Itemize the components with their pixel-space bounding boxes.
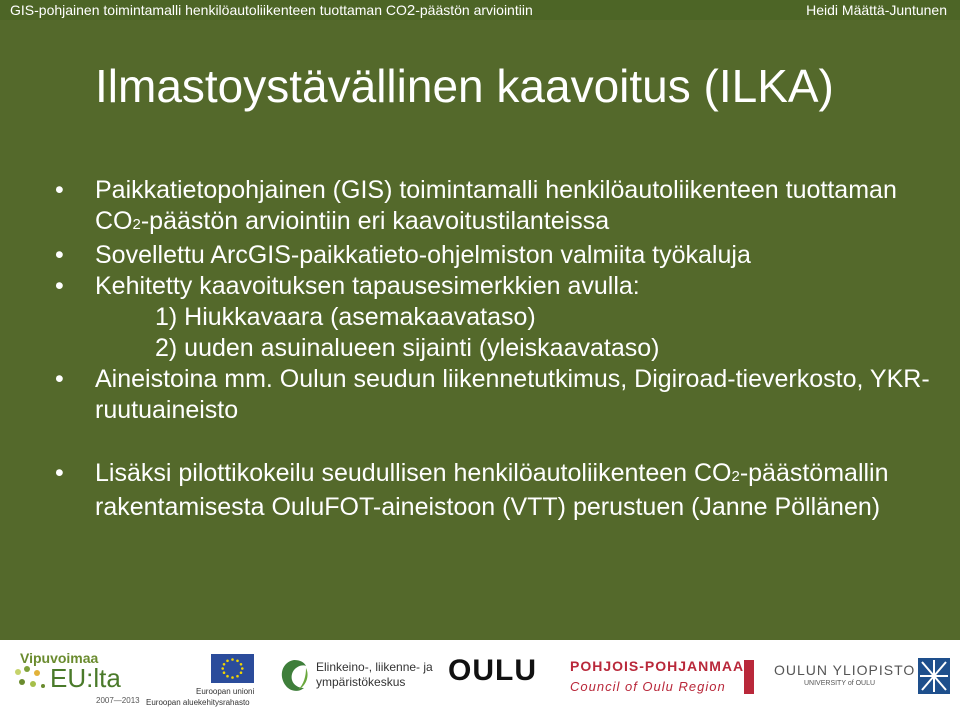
header-author: Heidi Määttä-Juntunen	[806, 2, 947, 18]
ely-swirl-icon	[276, 658, 312, 696]
ely-line1: Elinkeino-, liikenne- ja	[316, 660, 433, 674]
eu-line2: Euroopan aluekehitysrahasto	[146, 698, 250, 707]
vipuvoimaa-text: Vipuvoimaa	[20, 650, 99, 666]
vipuvoimaa-logo	[10, 650, 140, 708]
header-title-text-1: GIS-pohjainen toimintamalli henkilöautoliikenteen tuottaman CO	[10, 2, 407, 18]
header-bar	[0, 0, 960, 20]
bullet-list	[55, 175, 935, 523]
university-emblem-icon	[916, 656, 952, 696]
bullet-subscript: 2	[132, 216, 141, 233]
pohjois-pohjanmaa-logo	[570, 658, 745, 704]
ely-logo	[276, 654, 436, 704]
uni-line1: OULUN YLIOPISTO	[774, 662, 916, 678]
bullet-icon: •	[55, 241, 64, 269]
logo-footer	[0, 640, 960, 709]
bullet-text-1a: Paikkatietopohjainen (GIS) toimintamalli henkilöautoliikenteen tuottaman CO	[95, 176, 897, 235]
eulta-text: EU:lta	[50, 663, 121, 693]
bullet-subscript: 2	[731, 468, 740, 485]
bullet-item	[55, 175, 935, 240]
slide-content	[0, 20, 960, 640]
bullet-item	[55, 271, 935, 302]
header-title-subscript: 2	[406, 2, 416, 19]
bullet-icon: •	[55, 365, 64, 393]
bullet-text-5b: -päästömallin rakentamisesta OuluFOT-aineistoon (VTT) perustuen (Janne Pöllänen)	[95, 459, 889, 521]
sub-item: 1) Hiukkavaara (asemakaavataso)	[155, 303, 536, 331]
sub-item: 2) uuden asuinalueen sijainti (yleiskaavataso)	[155, 334, 660, 362]
header-project-title	[10, 0, 533, 21]
bullet-text-2: Sovellettu ArcGIS-paikkatieto-ohjelmiston valmiita työkaluja	[95, 241, 751, 269]
bullet-icon: •	[55, 272, 64, 300]
bullet-text-3: Kehitetty kaavoituksen tapausesimerkkien avulla:	[95, 272, 640, 300]
red-bar-icon	[744, 660, 754, 694]
bullet-text-4: Aineistoina mm. Oulun seudun liikennetutkimus, Digiroad-tieverkosto, YKR-ruutuaineisto	[95, 365, 930, 424]
eu-flag-icon	[211, 654, 254, 683]
oulun-yliopisto-logo	[744, 656, 956, 706]
bullet-item	[55, 240, 935, 271]
eu-line1: Euroopan unioni	[196, 687, 255, 696]
header-title-text-2: -päästön arviointiin	[415, 2, 533, 18]
bullet-icon: •	[55, 176, 64, 204]
slide-title: Ilmastoystävällinen kaavoitus (ILKA)	[95, 60, 834, 112]
ely-line2: ympäristökeskus	[316, 675, 406, 689]
bullet-item	[55, 364, 935, 426]
bullet-item	[55, 458, 935, 523]
uni-line2: UNIVERSITY of OULU	[804, 680, 876, 687]
pp-line1: POHJOIS-POHJANMAA	[570, 658, 745, 674]
eu-logo	[146, 650, 258, 708]
spacer	[55, 426, 935, 458]
dots-icon	[10, 664, 50, 694]
bullet-text-1b: -päästön arviointiin eri kaavoitustilanteissa	[140, 207, 610, 235]
oulu-text: OULU	[448, 654, 537, 687]
vipuvoimaa-years: 2007—2013	[96, 696, 140, 705]
bullet-text-5a: Lisäksi pilottikokeilu seudullisen henkilöautoliikenteen CO	[95, 459, 732, 487]
pp-line2: Council of Oulu Region	[570, 679, 726, 694]
oulu-logo	[448, 652, 548, 702]
bullet-icon: •	[55, 459, 64, 487]
